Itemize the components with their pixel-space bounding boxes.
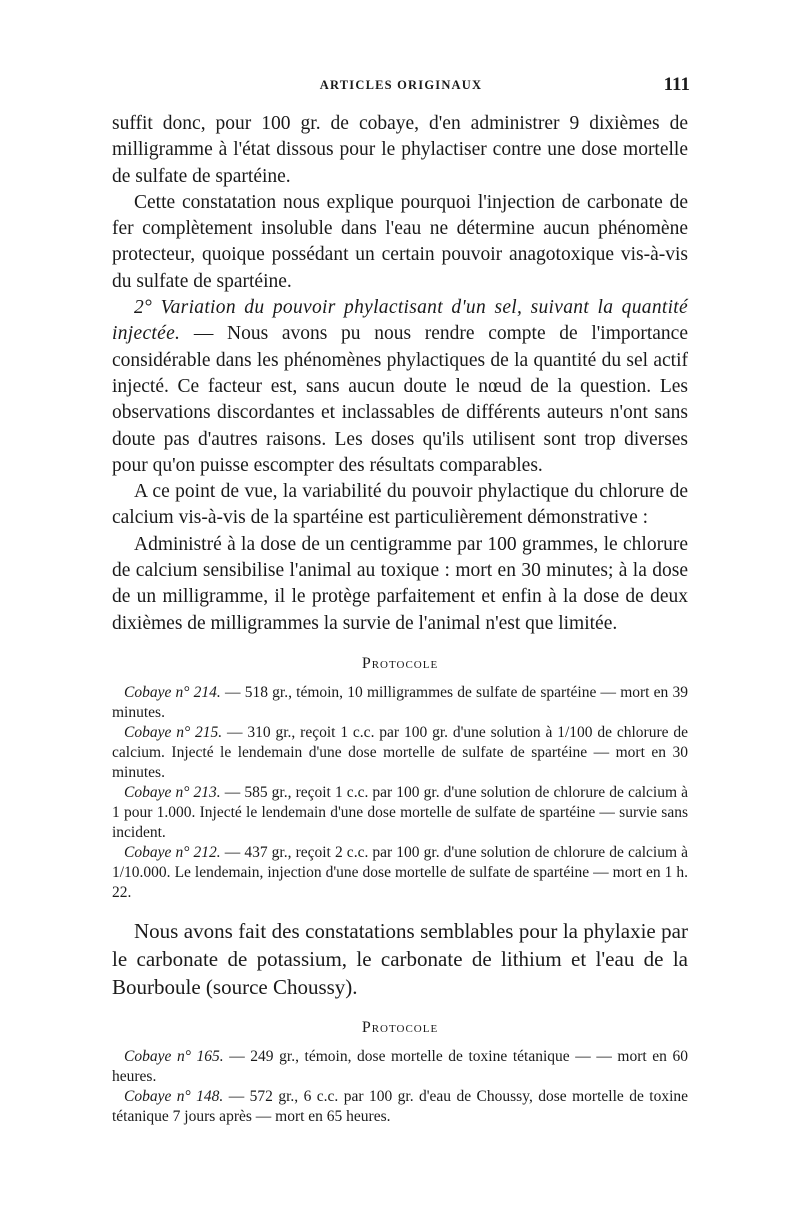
article-body: [112, 111, 688, 1127]
protocol-title: Protocole: [361, 1018, 439, 1036]
protocol-entry-label: Cobaye n° 165.: [124, 1047, 224, 1065]
paragraph: Administré à la dose de un centigramme par 100 grammes, le chlorure de calcium sensibilise l'animal au toxique : mort en 30 minutes; à la dose de un milligramme, il le protège parfaitement et enfin à la dose de deux dixièmes de milligrammes la survie de l'animal n'est que limitée.: [112, 533, 688, 634]
protocol-entry: [112, 683, 688, 723]
running-head: ARTICLES ORIGINAUX: [319, 78, 483, 92]
protocol-entry-label: Cobaye n° 214.: [124, 683, 221, 701]
section-heading: 2° Variation du pouvoir phylactisant d'un sel, suivant la quantité injectée.: [112, 297, 688, 345]
section-text: — Nous avons pu nous rendre compte de l'importance considérable dans les phénomènes phylactiques de la quantité du sel actif injecté. Ce facteur est, sans aucun doute le nœud de la question. Les observations discordantes et inclassables de différents auteurs n'ont sans doute pas d'autres raisons. Les doses qu'ils utilisent sont trop diverses pour qu'on puisse escompter des résultats comparables.: [112, 323, 688, 476]
protocol-title: Protocole: [361, 654, 439, 672]
protocol-entry-label: Cobaye n° 213.: [124, 783, 221, 801]
page-header: [112, 74, 690, 98]
protocol-entry-text: — 310 gr., reçoit 1 c.c. par 100 gr. d'une solution à 1/100 de chlorure de calcium. Injecté le lendemain d'une dose mortelle de sulfate de spartéine — mort en 30 minutes.: [112, 723, 689, 781]
paragraph: Cette constatation nous explique pourquoi l'injection de carbonate de fer complètement insoluble dans l'eau ne détermine aucun phénomène protecteur, quoique possédant un certain pouvoir anagotoxique vis-à-vis du sulfate de spartéine.: [112, 191, 688, 292]
protocol-entry-text: — 437 gr., reçoit 2 c.c. par 100 gr. d'une solution de chlorure de calcium à 1/10.000. Le lendemain, injection d'une dose mortelle de sulfate de spartéine — mort en 1 h. 22.: [112, 843, 688, 901]
protocol-entry-label: Cobaye n° 212.: [124, 843, 221, 861]
paragraph: suffit donc, pour 100 gr. de cobaye, d'en administrer 9 dixièmes de milligramme à l'état dissous pour le phylactiser contre une dose mortelle de sulfate de spartéine.: [112, 113, 688, 187]
protocol-entry-label: Cobaye n° 148.: [124, 1087, 224, 1105]
paragraph: A ce point de vue, la variabilité du pouvoir phylactique du chlorure de calcium vis-à-vis de la spartéine est particulièrement démonstrative :: [112, 481, 688, 529]
protocol-block: [112, 655, 688, 903]
page-number: 111: [663, 74, 690, 95]
protocol-entry-label: Cobaye n° 215.: [124, 723, 223, 741]
main-text: [112, 111, 688, 637]
protocol-block: [112, 1019, 688, 1127]
protocol-entry: [112, 1047, 688, 1087]
protocol-entry-text: — 518 gr., témoin, 10 milligrammes de sulfate de spartéine — mort en 39 minutes.: [112, 683, 688, 721]
protocol-entry-text: — 249 gr., témoin, dose mortelle de toxine tétanique — — mort en 60 heures.: [112, 1047, 689, 1085]
paragraph: Nous avons fait des constatations semblables pour la phylaxie par le carbonate de potassium, le carbonate de lithium et l'eau de la Bourboule (source Choussy).: [112, 918, 688, 999]
protocol-entry-text: — 585 gr., reçoit 1 c.c. par 100 gr. d'une solution de chlorure de calcium à 1 pour 1.000. Injecté le lendemain d'une dose mortelle de sulfate de spartéine — survie sans incident.: [112, 783, 688, 841]
protocol-entry: [112, 723, 688, 783]
section-paragraph: [112, 295, 688, 479]
protocol-entry: [112, 783, 688, 843]
protocol-entry: [112, 843, 688, 903]
protocol-entry: [112, 1087, 688, 1127]
main-text-continued: [112, 917, 688, 1001]
protocol-entry-text: — 572 gr., 6 c.c. par 100 gr. d'eau de Choussy, dose mortelle de toxine tétanique 7 jours après — mort en 65 heures.: [112, 1087, 689, 1125]
